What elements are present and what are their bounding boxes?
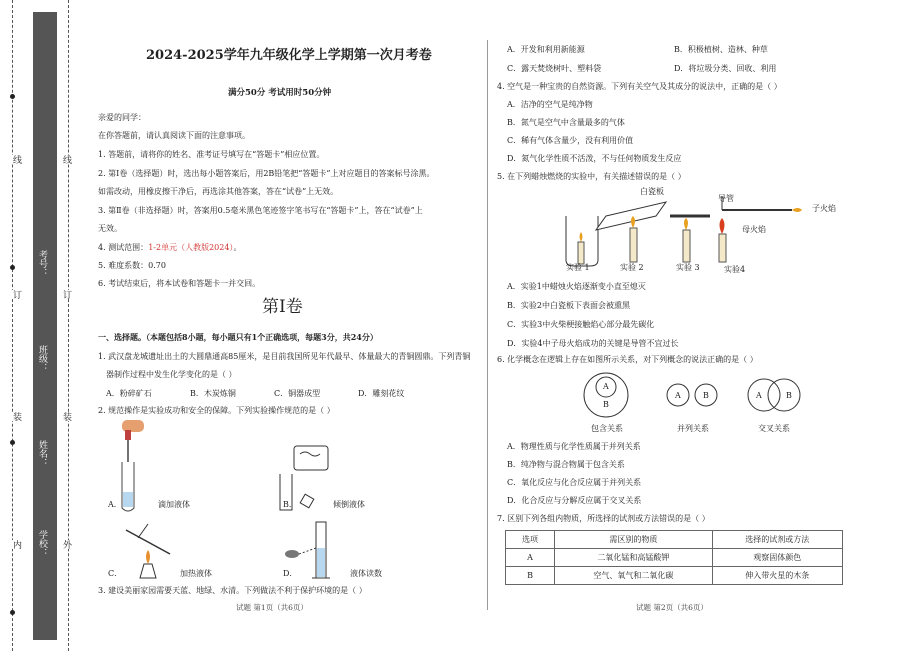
q2-option-d[interactable]: 液体读数 xyxy=(350,569,382,578)
stopper xyxy=(300,494,314,508)
mother-flame xyxy=(720,218,725,234)
q3-option-c[interactable]: C．露天焚烧树叶、塑料袋 xyxy=(507,64,602,73)
pouring-illustration xyxy=(272,444,332,512)
label-exp4: 实验4 xyxy=(724,265,746,274)
column-divider xyxy=(487,40,488,610)
binding-mark: 线 xyxy=(11,155,21,164)
label-cross: 交叉关系 xyxy=(758,424,790,433)
reagent-bottle xyxy=(294,446,328,470)
table-cell: 二氧化锰和高锰酸钾 xyxy=(555,549,712,567)
q7-table xyxy=(505,530,843,585)
notice-4-prefix: 4. 测试范围： xyxy=(98,243,149,252)
flame-3 xyxy=(684,218,688,230)
binding-mark: 内 xyxy=(11,540,21,549)
table-row xyxy=(506,549,843,567)
field-school: 学校： xyxy=(37,530,47,557)
liquid xyxy=(123,492,133,507)
table-header-row xyxy=(506,531,843,549)
binding-dot xyxy=(10,265,15,270)
binding-mark: 线 xyxy=(61,155,71,164)
q6-option-a[interactable]: A．物理性质与化学性质属于并列关系 xyxy=(507,442,641,451)
candle-1 xyxy=(578,242,584,264)
q1-option-a[interactable]: A．粉碎矿石 xyxy=(106,389,152,398)
q4-option-d[interactable]: D．氮气化学性质不活泼，不与任何物质发生反应 xyxy=(507,154,682,163)
q5-option-a[interactable]: A．实验1中蜡烛火焰逐渐变小直至熄灭 xyxy=(507,282,646,291)
q4-option-a[interactable]: A．洁净的空气是纯净物 xyxy=(507,100,593,109)
q2-option-c-letter[interactable]: C． xyxy=(108,569,123,578)
binding-dot xyxy=(10,610,15,615)
diagram-cross-a: A xyxy=(756,391,762,400)
exam-title: 2024-2025学年九年级化学上学期第一次月考卷 xyxy=(146,48,432,63)
q4-option-c[interactable]: C．稀有气体含量少，没有利用价值 xyxy=(507,136,634,145)
notice-2a: 2. 第Ⅰ卷（选择题）时，选出每小题答案后，用2B铅笔把“答题卡”上对应题目的答案标号涂黑。 xyxy=(98,169,435,178)
table-cell: 伸入带火星的木条 xyxy=(712,567,842,585)
table-header: 选项 xyxy=(506,531,555,549)
q6-stem: 6. 化学概念在逻辑上存在如图所示关系，对下列概念的说法正确的是（ ） xyxy=(497,355,758,364)
section-heading: 一、选择题。（本题包括8小题，每小题只有1个正确选项，每题3分，共24分） xyxy=(98,332,378,342)
q2-option-a[interactable]: 滴加液体 xyxy=(158,500,190,509)
table-cell: A xyxy=(506,549,555,567)
sight-line xyxy=(299,548,316,554)
q2-option-b[interactable]: 倾倒液体 xyxy=(333,500,365,509)
binding-mark: 订 xyxy=(11,290,21,299)
part-title: 第Ⅰ卷 xyxy=(262,297,303,317)
q5-stem: 5. 在下列蜡烛燃烧的实验中，有关描述错误的是（ ） xyxy=(497,172,686,181)
candle-3 xyxy=(683,230,690,262)
q5-option-d[interactable]: D．实验4中子母火焰成功的关键是导管不宜过长 xyxy=(507,339,679,348)
q1-option-d[interactable]: D．雕刻花纹 xyxy=(358,389,405,398)
field-exam-number: 考号： xyxy=(37,250,47,277)
q1-stem-b: 器制作过程中发生化学变化的是（ ） xyxy=(106,370,237,379)
cylinder-liquid xyxy=(317,548,325,577)
binding-mark: 装 xyxy=(61,412,71,421)
table-cell: 观察固体颜色 xyxy=(712,549,842,567)
q5-option-c[interactable]: C．实验3中火柴梗接触焰心部分最先碳化 xyxy=(507,320,655,329)
q6-option-b[interactable]: B．纯净物与混合物属于包含关系 xyxy=(507,460,625,469)
label-parallel: 并列关系 xyxy=(677,424,709,433)
alcohol-lamp xyxy=(140,564,156,578)
candle-4 xyxy=(719,234,726,262)
label-plate: 白瓷板 xyxy=(640,187,664,196)
porcelain-plate xyxy=(596,202,666,230)
q4-option-b[interactable]: B．氮气是空气中含量最多的气体 xyxy=(507,118,625,127)
label-exp2: 实验 2 xyxy=(620,263,644,272)
field-name: 姓名： xyxy=(37,440,47,467)
q3-option-d[interactable]: D．将垃圾分类、回收、利用 xyxy=(674,64,777,73)
table-header: 需区别的物质 xyxy=(555,531,712,549)
q2-option-c[interactable]: 加热液体 xyxy=(180,569,212,578)
q2-option-b-letter[interactable]: B． xyxy=(283,500,297,509)
q5-option-b[interactable]: B．实验2中白瓷板下表面会被熏黑 xyxy=(507,301,630,310)
q3-option-b[interactable]: B．积极植树、造林、种草 xyxy=(674,45,768,54)
label-contain: 包含关系 xyxy=(591,424,623,433)
concept-diagram xyxy=(580,370,820,420)
candle-2 xyxy=(630,228,637,262)
q2-option-a-letter[interactable]: A． xyxy=(108,500,122,509)
candle-experiments xyxy=(560,186,860,278)
diagram-cross-b: B xyxy=(786,391,792,400)
label-exp1: 实验 1 xyxy=(566,263,590,272)
flame xyxy=(146,550,150,564)
table-cell: 空气、氧气和二氧化碳 xyxy=(555,567,712,585)
containing-circle xyxy=(584,373,628,417)
label-mother-flame: 母火焰 xyxy=(742,225,766,234)
q1-option-c[interactable]: C．铜器成型 xyxy=(274,389,321,398)
label-exp3: 实验 3 xyxy=(676,263,700,272)
q6-option-d[interactable]: D．化合反应与分解反应属于交叉关系 xyxy=(507,496,642,505)
field-class: 班级： xyxy=(37,345,47,372)
flame-1 xyxy=(580,232,583,242)
notice-3a: 3. 第Ⅱ卷（非选择题）时，答案用0.5毫米黑色笔迹签字笔书写在“答题卡”上，答在“试卷”上 xyxy=(98,206,423,215)
notice-5: 5. 难度系数：0.70 xyxy=(98,261,166,270)
binding-dot xyxy=(10,440,15,445)
q2-stem: 2. 规范操作是实验成功和安全的保障。下列实验操作规范的是（ ） xyxy=(98,406,335,415)
greeting: 亲爱的同学： xyxy=(98,113,146,122)
exam-meta: 满分50分 考试用时50分钟 xyxy=(228,88,332,98)
q1-stem-a: 1. 武汉盘龙城遗址出土的大圆鼎通高85厘米，是目前我国所见年代最早、体量最大的青铜圆鼎。下列青铜 xyxy=(98,352,471,361)
notice-6: 6. 考试结束后，将本试卷和答题卡一并交回。 xyxy=(98,279,261,288)
footer-page-1: 试题 第1页（共6页） xyxy=(236,603,308,612)
q7-stem: 7. 区别下列各组内物质，所选择的试剂或方法错误的是（ ） xyxy=(497,514,710,523)
diagram-parallel-b: B xyxy=(703,391,709,400)
cross-circle-b xyxy=(768,379,800,411)
heating-illustration xyxy=(118,520,178,582)
notice-1: 1. 答题前，请将你的姓名、准考证号填写在“答题卡”相应位置。 xyxy=(98,150,325,159)
q4-stem: 4. 空气是一种宝贵的自然资源。下列有关空气及其成分的说法中，正确的是（ ） xyxy=(497,82,782,91)
notice-2b: 如需改动，用橡皮擦干净后，再选涂其他答案，答在“试卷”上无效。 xyxy=(98,187,339,196)
dropper-bulb xyxy=(125,430,131,440)
label-sub-flame: 子火焰 xyxy=(812,204,836,213)
table-row xyxy=(506,567,843,585)
tube-holder xyxy=(138,524,148,538)
diagram-parallel-a: A xyxy=(675,391,681,400)
binding-dot xyxy=(10,94,15,99)
cut-line-inner xyxy=(68,0,69,651)
sub-flame xyxy=(792,208,802,212)
eye-shape xyxy=(285,550,299,558)
binding-mark: 外 xyxy=(61,540,71,549)
table-header: 选择的试剂或方法 xyxy=(712,531,842,549)
table-cell: B xyxy=(506,567,555,585)
diagram-contain-a: A xyxy=(603,382,609,391)
notice-4 xyxy=(98,243,241,253)
q3-stem: 3. 建设美丽家园需要天蓝、地绿、水清。下列做法不利于保护环境的是（ ） xyxy=(98,586,367,595)
binding-mark: 装 xyxy=(11,412,21,421)
notice-3b: 无效。 xyxy=(98,224,122,233)
cross-circle-a xyxy=(748,379,780,411)
footer-page-2: 试题 第2页（共6页） xyxy=(636,603,708,612)
q6-option-c[interactable]: C．氧化反应与化合反应属于并列关系 xyxy=(507,478,642,487)
notice-4-suffix: 。 xyxy=(233,243,242,252)
binding-mark: 订 xyxy=(61,290,71,299)
notice-lead: 在你答题前，请认真阅读下面的注意事项。 xyxy=(98,131,250,140)
test-range: 1-2单元（人教版2024） xyxy=(148,243,234,252)
binding-margin xyxy=(0,0,80,651)
label-tube: 导管 xyxy=(718,194,734,203)
q3-option-a[interactable]: A．开发和利用新能源 xyxy=(507,45,585,54)
q2-option-d-letter[interactable]: D． xyxy=(283,569,298,578)
q1-option-b[interactable]: B．木炭炼铜 xyxy=(190,389,236,398)
diagram-contain-b: B xyxy=(603,400,609,409)
